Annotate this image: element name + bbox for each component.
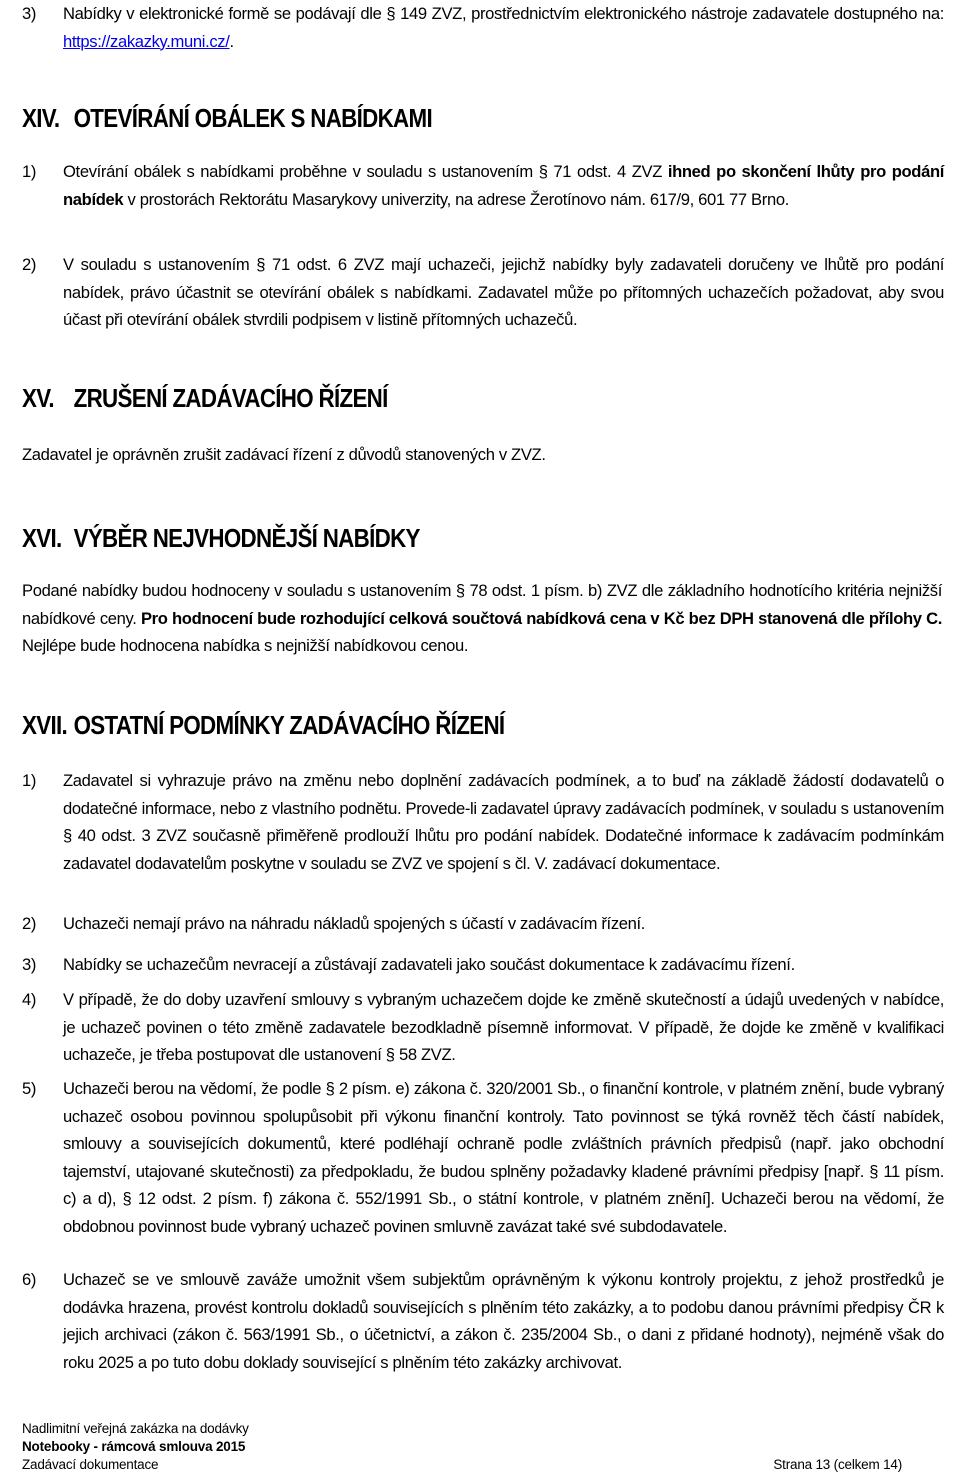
section-heading-xv: XV. ZRUŠENÍ ZADÁVACÍHO ŘÍZENÍ	[22, 383, 388, 413]
list-item: 2) V souladu s ustanovením § 71 odst. 6 ZVZ mají uchazeči, jejichž nabídky byly zadavateli doručeny ve lhůtě pro podání nabídek, právo účastnit se otevírání obálek s nabídkami. Zadavatel může po přítomných uchazečích požadovat, aby svou účast při otevírání obálek stvrdili podpisem v listině přítomných uchazečů.	[22, 255, 944, 330]
list-item: 2) Uchazeči nemají právo na náhradu nákladů spojených s účastí v zadávacím řízení.	[22, 914, 646, 933]
footer-tender-type: Nadlimitní veřejná zakázka na dodávky	[22, 1421, 249, 1436]
list-item: 5) Uchazeči berou na vědomí, že podle § 2 písm. e) zákona č. 320/2001 Sb., o finanční kontrole, v platném znění, bude vybraný uchazeč osobou povinnou spolupůsobit při výkonu finanční kontroly. Tato povinnost se týká rovněž těch částí nabídek, smlouvy a souvisejících dokumentů, které podléhají ochraně podle zvláštních právních předpisů (např. jako obchodní tajemství, utajované skutečnosti) za předpokladu, že budou splněny požadavky kladené právními předpisy [např. § 11 písm. c) a d), § 12 odst. 2 písm. f) zákona č. 552/1991 Sb., o státní kontrole, v platném znění]. Uchazeči berou na vědomí, že obdobnou povinnost bude vybraný uchazeč povinen smluvně zavázat také své subdodavatele.	[22, 1079, 944, 1236]
footer-tender-name: Notebooky - rámcová smlouva 2015	[22, 1439, 246, 1454]
page-number: Strana 13 (celkem 14)	[773, 1457, 902, 1472]
footer-doc-name: Zadávací dokumentace	[22, 1457, 159, 1472]
section-heading-xiv: XIV. OTEVÍRÁNÍ OBÁLEK S NABÍDKAMI	[22, 103, 432, 133]
section-text: Zadavatel je oprávněn zrušit zadávací řízení z důvodů stanovených v ZVZ.	[22, 445, 546, 464]
page-footer	[22, 1420, 942, 1474]
section-text: Podané nabídky budou hodnoceny v souladu s ustanovením § 78 odst. 1 písm. b) ZVZ dle základního hodnotícího kritéria nejnižší nabídkové ceny. Pro hodnocení bude rozhodující celková součtová nabídková cena v Kč bez DPH stanovená dle přílohy C. Nejlépe bude hodnocena nabídka s nejnižší nabídkovou cenou.	[22, 581, 942, 656]
list-item: 6) Uchazeč se ve smlouvě zaváže umožnit všem subjektům oprávněným k výkonu kontroly projektu, z jehož prostředků je dodávka hrazena, provést kontrolu dokladů souvisejících s plněním této zakázky, a to podobu danou právními předpisy ČR k jejich archivaci (zákon č. 563/1991 Sb., o účetnictví, a zákon č. 235/2004 Sb., o dani z přidané hodnoty), nejméně však do roku 2025 a po tuto dobu doklady související s plněním této zakázky archivovat.	[22, 1270, 944, 1372]
list-item: 1) Otevírání obálek s nabídkami proběhne v souladu s ustanovením § 71 odst. 4 ZVZ ihned po skončení lhůty pro podání nabídek v prostorách Rektorátu Masarykovy univerzity, na adrese Žerotínovo nám. 617/9, 601 77 Brno.	[22, 162, 945, 209]
list-item: 4) V případě, že do doby uzavření smlouvy s vybraným uchazečem dojde ke změně skutečností a údajů uvedených v nabídce, je uchazeč povinen o této změně zadavatele bezodkladně písemně informovat. V případě, že dojde ke změně v kvalifikaci uchazeče, je třeba postupovat dle ustanovení § 58 ZVZ.	[22, 990, 944, 1065]
section-heading-xvi: XVI. VÝBĚR NEJVHODNĚJŠÍ NABÍDKY	[22, 523, 420, 553]
item-text: Nabídky v elektronické formě se podávají dle § 149 ZVZ, prostřednictvím elektronického nástroje zadavatele dostupného na: https://zakazky.muni.cz/.	[63, 4, 944, 51]
list-item	[22, 0, 944, 55]
item-number: 3)	[22, 4, 37, 23]
tender-portal-link[interactable]: https://zakazky.muni.cz/	[63, 31, 230, 51]
list-item: 3) Nabídky se uchazečům nevracejí a zůstávají zadavateli jako součást dokumentace k zadávacímu řízení.	[22, 955, 795, 974]
list-item: 1) Zadavatel si vyhrazuje právo na změnu nebo doplnění zadávacích podmínek, a to buď na základě žádostí dodavatelů o dodatečné informace, nebo z vlastního podnětu. Provede-li zadavatel úpravy zadávacích podmínek, v souladu s ustanovením § 40 odst. 3 ZVZ současně přiměřeně prodlouží lhůtu pro podání nabídek. Dodatečné informace k zadávacím podmínkám zadavatel dodavatelům poskytne v souladu se ZVZ ve spojení s čl. V. zadávací dokumentace.	[22, 771, 944, 873]
section-heading-xvii: XVII. OSTATNÍ PODMÍNKY ZADÁVACÍHO ŘÍZENÍ	[22, 710, 505, 740]
